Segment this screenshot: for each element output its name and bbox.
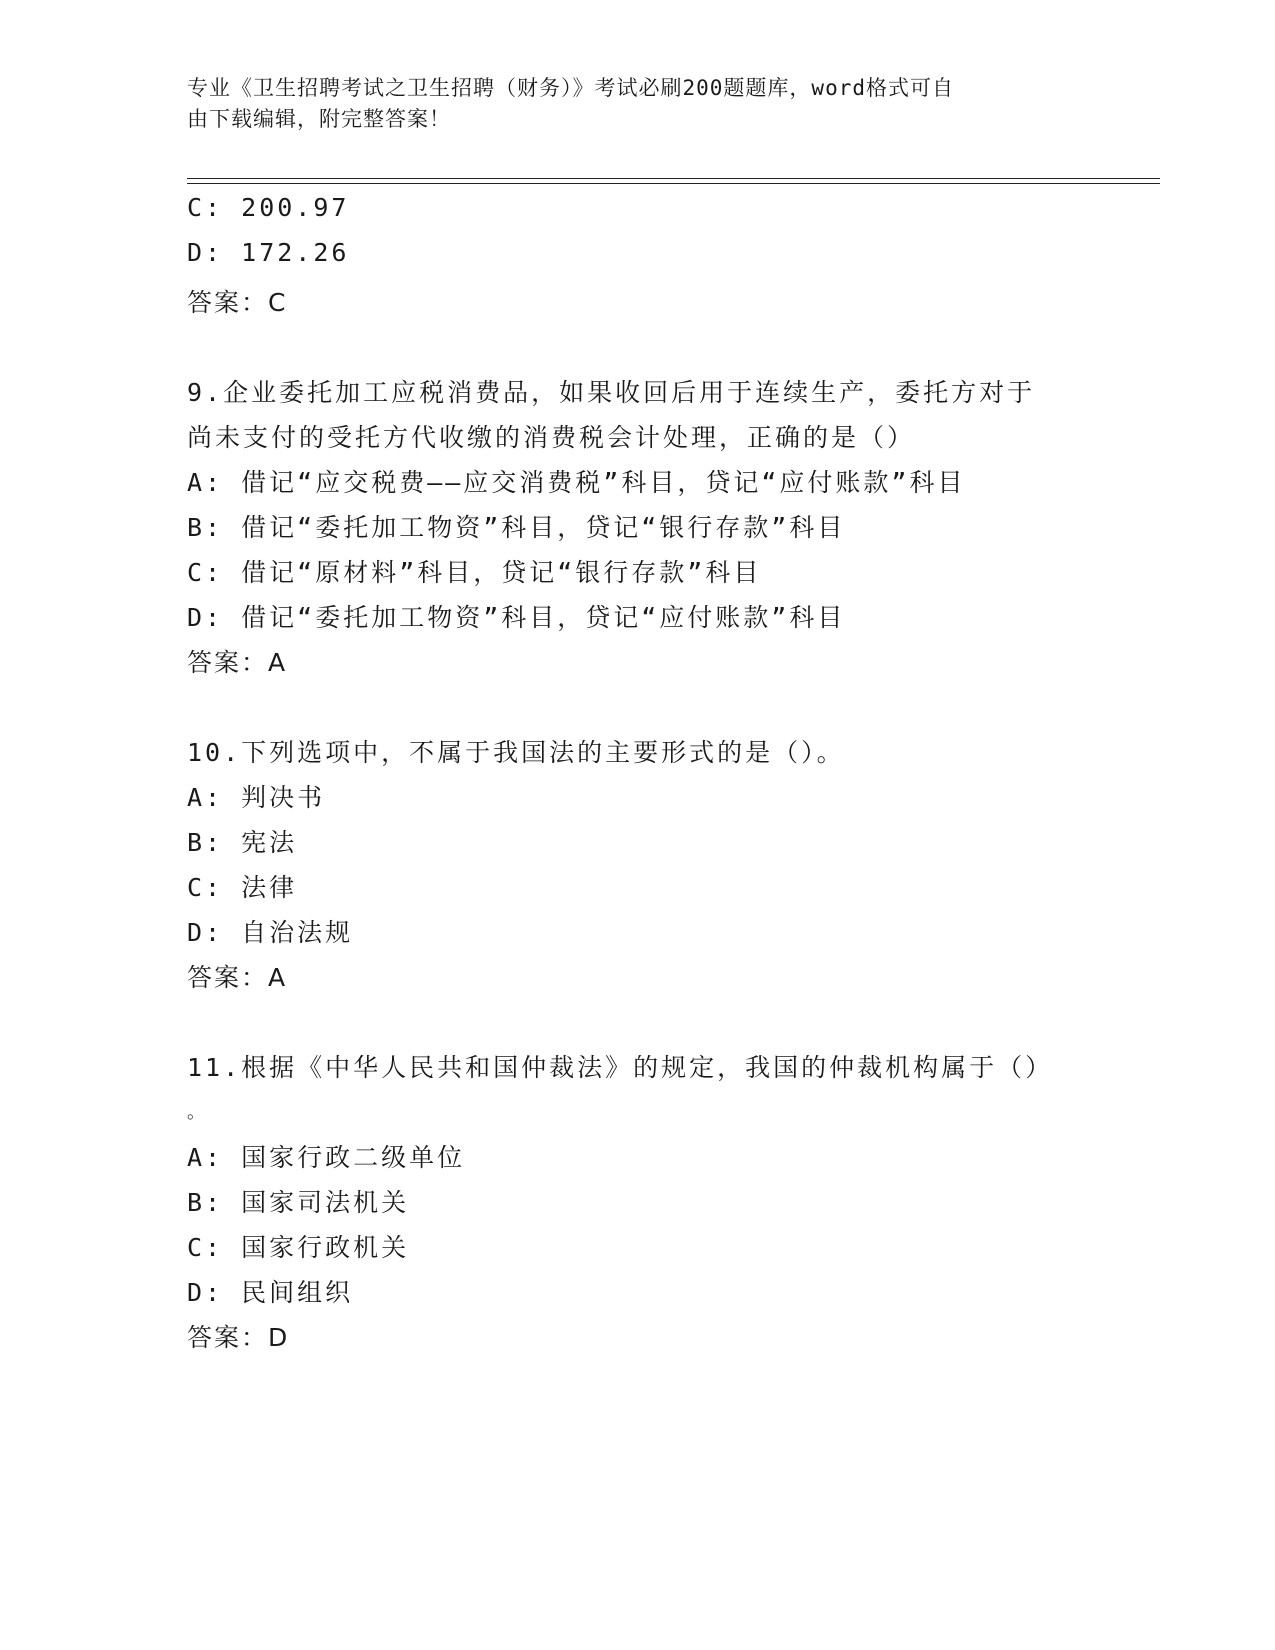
- header-divider-top: [187, 178, 1160, 179]
- q10-option-b: B: 宪法: [187, 828, 298, 857]
- q9-option-d: D: 借记“委托加工物资”科目，贷记“应付账款”科目: [187, 603, 846, 632]
- q10-answer: 答案：A: [187, 963, 288, 992]
- q11-stem-line-1: 11.根据《中华人民共和国仲裁法》的规定，我国的仲裁机构属于（）: [187, 1053, 1054, 1082]
- q10-option-a: A: 判决书: [187, 783, 326, 812]
- q11-stem-line-2: 。: [187, 1102, 208, 1123]
- q10-stem-line-1: 10.下列选项中，不属于我国法的主要形式的是（）。: [187, 738, 845, 767]
- q11-option-a: A: 国家行政二级单位: [187, 1143, 466, 1172]
- prev-answer: 答案：C: [187, 288, 288, 317]
- q9-option-c: C: 借记“原材料”科目，贷记“银行存款”科目: [187, 558, 762, 587]
- header-line-1: 专业《卫生招聘考试之卫生招聘（财务）》考试必刷200题题库，word格式可自: [187, 76, 954, 100]
- q10-option-d: D: 自治法规: [187, 918, 354, 947]
- document-header: [187, 73, 1067, 135]
- header-divider-bottom: [187, 183, 1160, 184]
- q9-stem-line-2: 尚未支付的受托方代收缴的消费税会计处理，正确的是（）: [187, 423, 916, 452]
- prev-option-d: D: 172.26: [187, 238, 350, 267]
- q11-answer: 答案：D: [187, 1323, 290, 1352]
- q9-answer: 答案：A: [187, 648, 288, 677]
- prev-option-c: C: 200.97: [187, 193, 350, 222]
- q11-option-b: B: 国家司法机关: [187, 1188, 410, 1217]
- q10-option-c: C: 法律: [187, 873, 298, 902]
- q11-option-d: D: 民间组织: [187, 1278, 354, 1307]
- q9-stem-line-1: 9.企业委托加工应税消费品，如果收回后用于连续生产，委托方对于: [187, 378, 1036, 407]
- header-line-2: 由下载编辑，附完整答案！: [187, 107, 451, 131]
- q11-option-c: C: 国家行政机关: [187, 1233, 410, 1262]
- q9-option-a: A: 借记“应交税费——应交消费税”科目，贷记“应付账款”科目: [187, 468, 966, 497]
- q9-option-b: B: 借记“委托加工物资”科目，贷记“银行存款”科目: [187, 513, 846, 542]
